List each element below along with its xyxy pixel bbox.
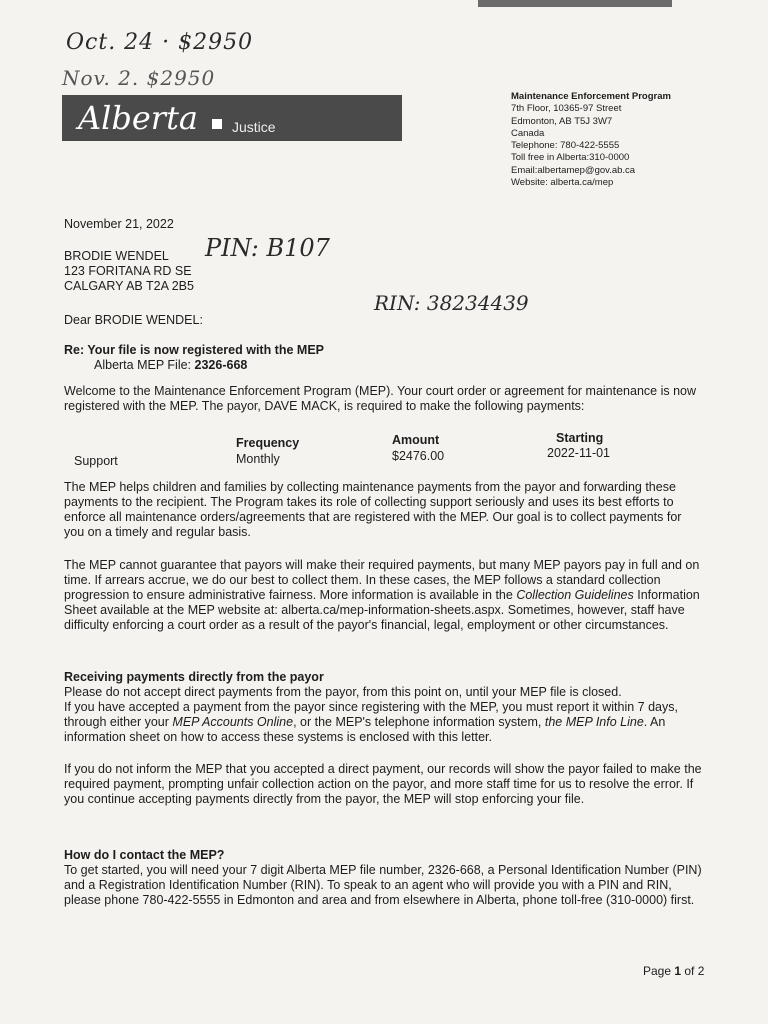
section-direct-payments-heading: Receiving payments directly from the payor [64,670,324,684]
intro-paragraph: Welcome to the Maintenance Enforcement Program (MEP). Your court order or agreement for maintenance is now registered with the MEP. The payor, DAVE MACK, is required to make the following payments: [64,384,697,413]
page-number [643,964,704,978]
page-current: 1 [674,964,682,978]
header-frequency: Frequency [236,436,300,450]
section-contact [64,848,704,908]
re-file-label: Alberta MEP File: [94,358,195,372]
s1-c: , or the MEP's telephone information system, [293,715,545,729]
row-starting: 2022-11-01 [547,446,611,460]
recipient-name: BRODIE WENDEL [64,249,169,263]
paragraph-guarantee [64,558,704,633]
section-contact-body: To get started, you will need your 7 digit Alberta MEP file number, 2326-668, a Personal Identification Number (PIN) and a Registration Identification Number (RIN). To speak to an agent who will provide you with a PIN and RIN, please phone 780-422-5555 in Edmonton and area and from elsewhere in Alberta, phone toll-free (310-0000) first. [64,863,702,907]
page-prefix: Page [643,964,675,978]
department-name: Justice [232,119,276,135]
paragraph-inform-mep: If you do not inform the MEP that you accepted a direct payment, our records will show the payor failed to make the required payment, prompting unfair collection action on the payor, and more staff time for us to resolve the error. If you continue accepting payments directly from the payor, the MEP will stop enforcing your file. [64,762,702,806]
alberta-justice-banner [62,95,402,141]
para2-c: Information Sheet available at the MEP website at: alberta.ca/mep-information-sheets.aspx. Sometimes, however, staff have difficulty enforcing a court order as a result of the payor's financial, legal, employment or other circumstances. [64,588,700,632]
collection-guidelines: Collection Guidelines [516,588,634,602]
row-frequency: Monthly [236,452,280,466]
alberta-logo: Alberta [78,99,198,137]
logo-square-icon [212,119,222,129]
paragraph-mep-helps: The MEP helps children and families by collecting maintenance payments from the payor and forwarding these payments to the recipient. The Program takes its role of collecting support seriously and uses its best efforts to enforce all maintenance orders/agreements that are registered with the MEP. Our goal is to collect payments for you on a timely and regular basis. [64,480,682,539]
salutation: Dear BRODIE WENDEL: [64,313,203,327]
header-amount: Amount [392,433,440,447]
handwritten-rin: RIN: 38234439 [374,291,529,315]
scan-edge-strip [478,0,672,7]
para2-a: The MEP cannot guarantee that payors will make their required payments, but many MEP payors pay in full and on time. If arrears accrue, we do our best to collect them. In these cases, the MEP follows a standard collection progression to ensure administrative fairness. More information is available in the [64,558,700,602]
row-type: Support [74,454,118,468]
re-title: Re: Your file is now registered with the MEP [64,343,324,357]
sender-address [511,91,671,189]
page-total: 2 [697,964,705,978]
sender-line1: 7th Floor, 10365-97 Street [511,103,622,115]
mep-accounts-online: MEP Accounts Online [172,715,294,729]
section-direct-payments [64,670,704,745]
section-contact-heading: How do I contact the MEP? [64,848,225,862]
re-file-number: 2326-668 [194,358,248,372]
sender-tollfree: Toll free in Alberta:310-0000 [511,152,630,164]
section-direct-payments-line1: Please do not accept direct payments from the payor, from this point on, until your MEP file is closed. [64,685,622,699]
row-amount: $2476.00 [392,449,445,463]
recipient-street: 123 FORITANA RD SE [64,264,192,278]
sender-line2: Edmonton, AB T5J 3W7 [511,115,613,127]
sender-email: Email:albertamep@gov.ab.ca [511,164,636,176]
handwritten-note-2: Nov. 2. $2950 [62,66,216,90]
re-block [64,343,704,373]
header-starting: Starting [556,431,604,445]
handwritten-note-1: Oct. 24 · $2950 [66,30,254,55]
handwritten-pin: PIN: B107 [205,234,330,262]
re-file [64,358,704,373]
section-direct-payments-body [64,700,704,745]
recipient-city: CALGARY AB T2A 2B5 [64,279,194,293]
sender-line3: Canada [511,127,545,139]
sender-phone: Telephone: 780-422-5555 [511,140,620,152]
recipient-address [64,249,704,294]
sender-website: Website: alberta.ca/mep [511,177,614,189]
mep-info-line: the MEP Info Line [544,715,644,729]
s1-e: . An information sheet on how to access these systems is enclosed with this letter. [64,715,666,744]
sender-name: Maintenance Enforcement Program [511,91,671,102]
page-sep: of [681,964,698,978]
letter-date: November 21, 2022 [64,217,174,231]
s1-a: If you have accepted a payment from the payor since registering with the MEP, you must report it within 7 days, through either your [64,700,678,729]
